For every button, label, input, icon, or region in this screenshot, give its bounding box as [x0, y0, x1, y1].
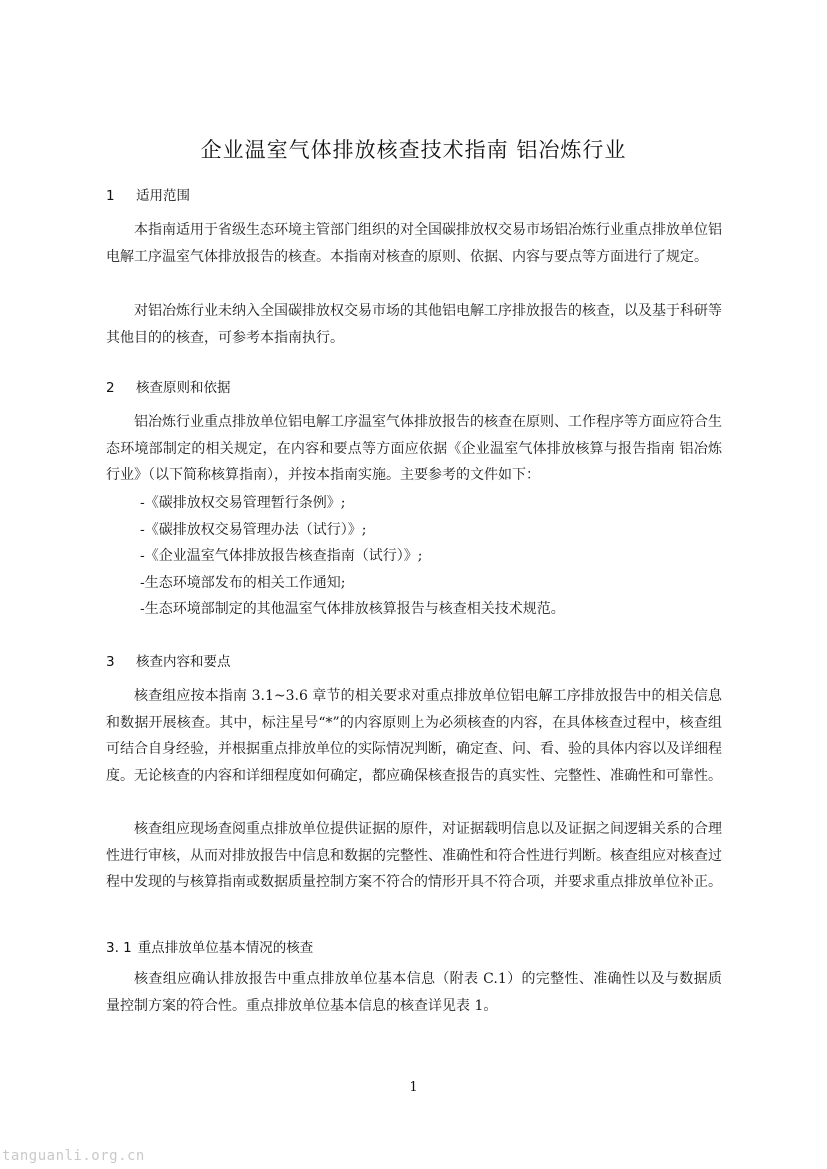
paragraph: 本指南适用于省级生态环境主管部门组织的对全国碳排放权交易市场铝冶炼行业重点排放单位铝电解工序温室气体排放报告的核查。本指南对核查的原则、依据、内容与要点等方面进行了规定。: [106, 222, 722, 265]
watermark: tanguanli.org.cn: [2, 1148, 145, 1164]
page-number: 1: [409, 1080, 418, 1095]
list-item: -《碳排放权交易管理办法（试行）》;: [140, 521, 367, 538]
page-title: 企业温室气体排放核查技术指南 铝冶炼行业: [200, 138, 627, 162]
section-title: 适用范围: [136, 188, 190, 204]
paragraph: 核查组应现场查阅重点排放单位提供证据的原件，对证据载明信息以及证据之间逻辑关系的合理性进行审核，从而对排放报告中信息和数据的完整性、准确性和符合性进行判断。核查组应对核查过程中发现的与核算指南或数据质量控制方案不符合的情形开具不符合项，并要求重点排放单位补正。: [106, 821, 722, 890]
list-item: -《企业温室气体排放报告核查指南（试行）》;: [140, 548, 423, 565]
paragraph: 核查组应确认排放报告中重点排放单位基本信息（附表 C.1）的完整性、准确性以及与数据质量控制方案的符合性。重点排放单位基本信息的核查详见表 1。: [106, 971, 722, 1014]
section-3-heading: [106, 650, 231, 670]
section-1-heading: [106, 184, 190, 204]
section-title: 核查内容和要点: [136, 654, 231, 670]
section-2-heading: [106, 376, 231, 396]
list-item: -《碳排放权交易管理暂行条例》;: [140, 495, 346, 511]
paragraph: 对铝冶炼行业未纳入全国碳排放权交易市场的其他铝电解工序排放报告的核查，以及基于科研等其他目的的核查，可参考本指南执行。: [106, 303, 722, 346]
section-3-1-heading: [106, 936, 313, 956]
section-number: 3: [106, 654, 115, 670]
section-number: 2: [106, 380, 115, 396]
section-title: 核查原则和依据: [136, 380, 231, 396]
reference-list: [140, 490, 565, 623]
paragraph: 核查组应按本指南 3.1~3.6 章节的相关要求对重点排放单位铝电解工序排放报告中的相关信息和数据开展核查。其中，标注星号“*”的内容原则上为必须核查的内容，在具体核查过程中，核查组可结合自身经验，并根据重点排放单位的实际情况判断，确定查、问、看、验的具体内容以及详细程度。无论核查的内容和详细程度如何确定，都应确保核查报告的真实性、完整性、准确性和可靠性。: [106, 688, 722, 784]
list-item: -生态环境部发布的相关工作通知;: [140, 574, 346, 591]
section-title: 重点排放单位基本情况的核查: [137, 940, 314, 956]
paragraph: 铝冶炼行业重点排放单位铝电解工序温室气体排放报告的核查在原则、工作程序等方面应符合生态环境部制定的相关规定，在内容和要点等方面应依据《企业温室气体排放核算与报告指南 铝冶炼行业》（以下简称核算指南），并按本指南实施。主要参考的文件如下：: [106, 414, 722, 483]
section-number: 1: [106, 188, 115, 204]
list-item: -生态环境部制定的其他温室气体排放核算报告与核查相关技术规范。: [140, 601, 565, 618]
section-number: 3. 1: [106, 940, 132, 956]
